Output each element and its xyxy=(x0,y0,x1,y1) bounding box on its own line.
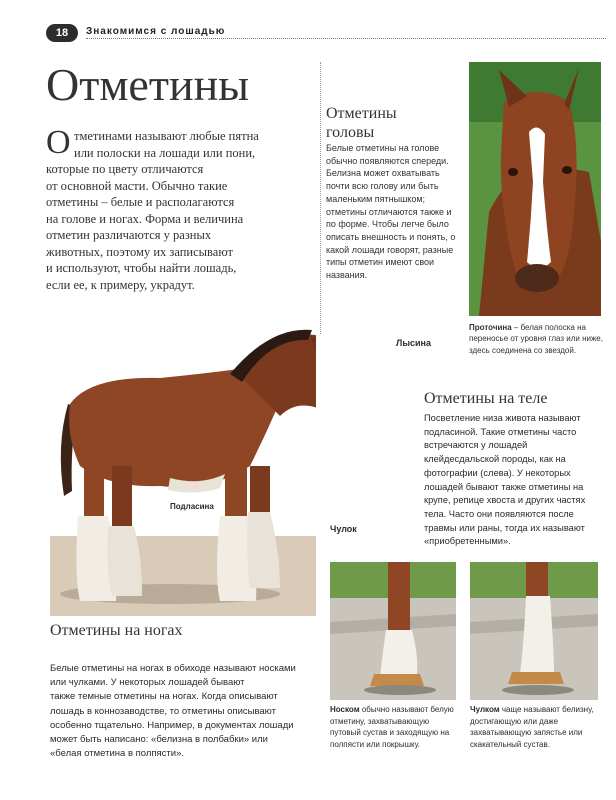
dropcap: О xyxy=(46,124,71,161)
intro-line: от основной масти. Обычно такие xyxy=(46,178,228,193)
foal-head-photo xyxy=(469,62,601,316)
intro-line: которые по цвету отличаются xyxy=(46,162,204,176)
intro-paragraph xyxy=(46,124,306,293)
column-divider xyxy=(320,62,321,334)
head-marks-text: Белые отметины на голове обычно появляются спереди. Белизна может охватывать почти всю голову или быть маленьким пятнышком; отметины отличаются также и по форме. Чтобы легче было описать внешность и понять, о какой лошади говорят, разные типы отметин имеют свои названия. xyxy=(326,143,456,281)
stocking-leg-photo xyxy=(470,562,598,700)
clydesdale-photo xyxy=(50,316,316,616)
head-marks-heading-line2: головы xyxy=(326,124,375,141)
intro-line: отметины – белые и располагаются xyxy=(46,195,235,209)
leg-marks-heading: Отметины на ногах xyxy=(50,622,183,639)
leg-text-line: особенно тщательно. Например, в документах лошади xyxy=(50,719,294,731)
leg-text-line: Белые отметины на ногах в обиходе называют носками xyxy=(50,663,296,674)
leg-text-line: также темные отметины на ногах. Когда описывают xyxy=(50,691,278,703)
header-divider xyxy=(86,38,606,39)
sock-leg-illustration xyxy=(330,562,456,700)
intro-line: тметинами называют любые пятна xyxy=(74,129,259,143)
page-number: 18 xyxy=(46,24,78,42)
body-marks-heading: Отметины на теле xyxy=(424,390,548,407)
head-photo-caption xyxy=(469,322,605,356)
section-title: Знакомимся с лошадью xyxy=(86,26,226,37)
head-marks-heading-line1: Отметины xyxy=(326,105,397,122)
leg-marks-text xyxy=(50,662,322,761)
intro-line: и используют, чтобы найти лошадь, xyxy=(46,261,237,275)
intro-line: отметин различаются у разных xyxy=(46,228,212,242)
body-marks-text: Посветление низа живота называют подласиной. Такие отметины часто встречаются у лошадей клейдесдальской породы, как на фотографии (слева). У некоторых лошадей бывают также отметины на крупе, репице хвоста и других частях тела. Часто они появляются после травмы или раны, тогда их называют «приобретенными». xyxy=(424,413,586,547)
intro-line: животных, поэтому их записывают xyxy=(46,244,233,259)
intro-line: на голове и ногах. Форма и величина xyxy=(46,211,244,226)
leg-text-line: или чулками. У некоторых лошадей бывают xyxy=(50,677,245,689)
leg-text-line: лошадь в коннозаводстве, то отметины описывают xyxy=(50,705,276,717)
label-stocking: Чулок xyxy=(330,524,357,534)
stocking-leg-illustration xyxy=(470,562,598,700)
stocking-caption xyxy=(470,704,600,750)
sock-caption xyxy=(330,704,456,750)
head-marks-heading xyxy=(326,104,466,142)
caption-term: Носком xyxy=(330,705,360,714)
caption-text: чаще называют белизну, достигающую или даже захватывающую запястье или скакательный сустав. xyxy=(470,705,594,749)
foal-head-illustration xyxy=(469,62,601,316)
clydesdale-illustration xyxy=(50,316,316,616)
caption-text: обычно называют белую отметину, захватывающую путовый сустав и заходящую на полпясти или покрышку. xyxy=(330,705,454,749)
intro-line: или полоски на лошади или пони, xyxy=(74,145,256,160)
label-blaze: Лысина xyxy=(396,338,431,348)
leg-text-line: может быть написано: «белизна в полбабки» или xyxy=(50,734,268,746)
page-title: Отметины xyxy=(46,59,250,110)
label-belly-mark: Подласина xyxy=(170,502,214,511)
caption-term: Проточина xyxy=(469,323,512,332)
caption-text: – белая полоска на переносье от уровня глаз или ниже, здесь соединена со звездой. xyxy=(469,323,603,355)
sock-leg-photo xyxy=(330,562,456,700)
caption-term: Чулком xyxy=(470,705,500,714)
intro-line: если ее, к примеру, украдут. xyxy=(46,277,195,292)
leg-text-line: «белая отметина в полпясти». xyxy=(50,748,185,760)
